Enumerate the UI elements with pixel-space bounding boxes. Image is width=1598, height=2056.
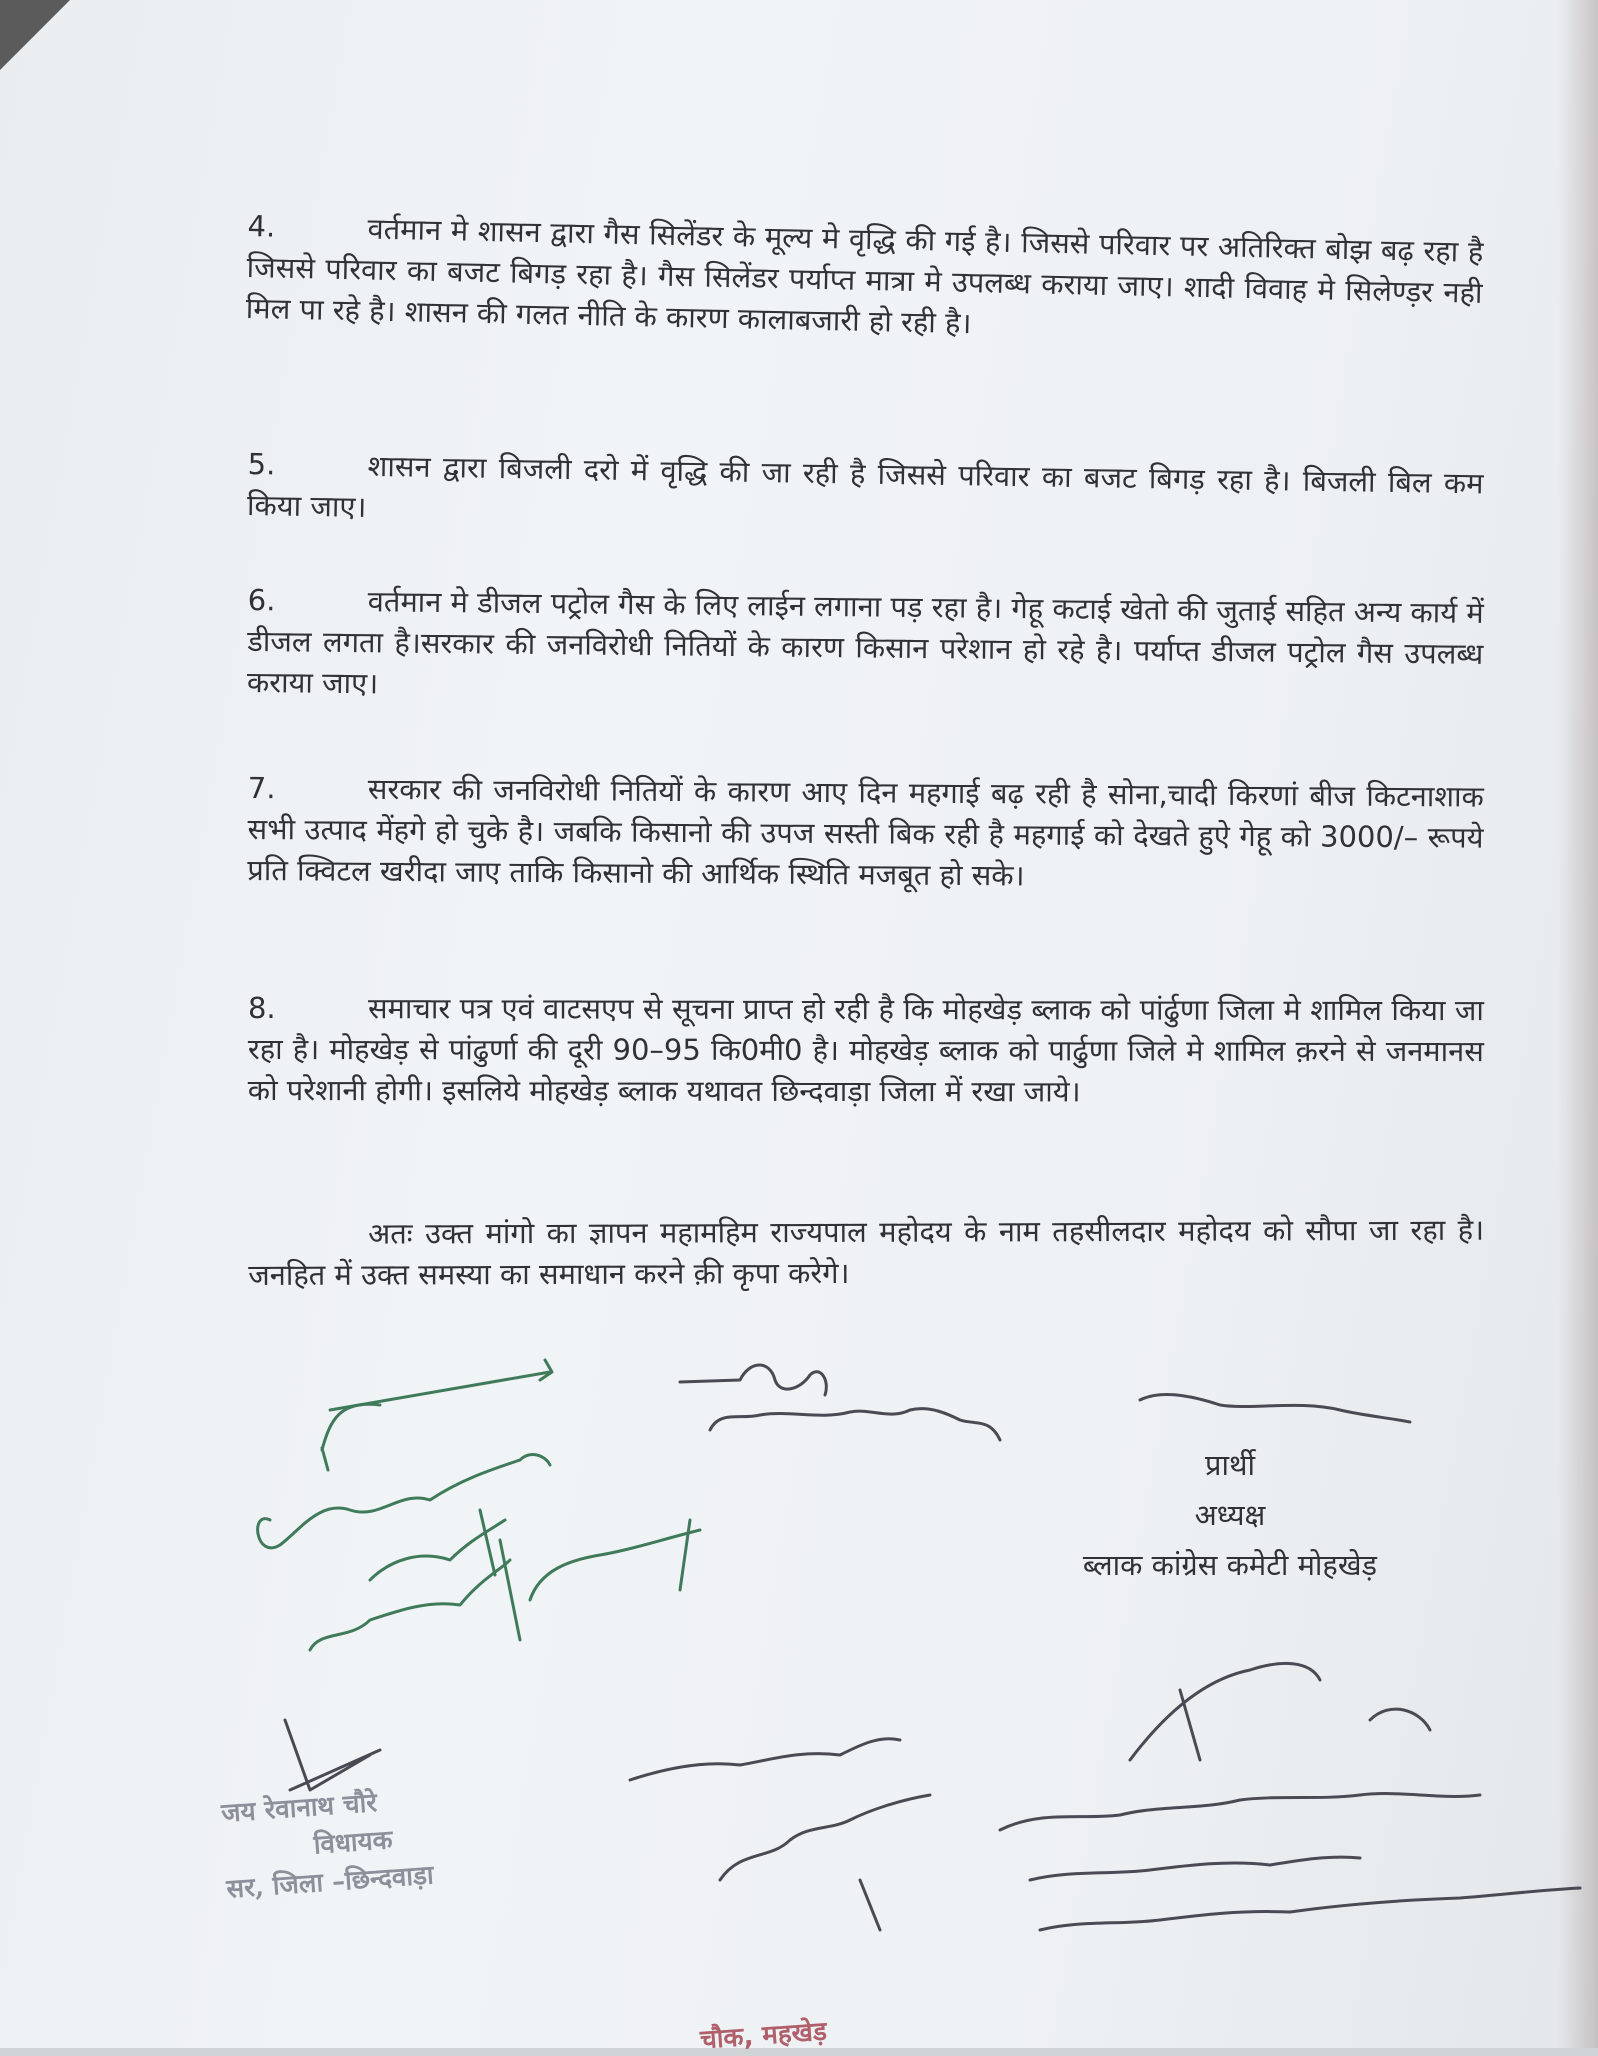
closing-paragraph: अतः उक्त मांगो का ज्ञापन महामहिम राज्यपाल महोदय के नाम तहसीलदार महोदय को सौपा जा रहा है। जनहित में उक्त समस्या का समाधान करने क़ी कृपा करेगे। bbox=[248, 1212, 1485, 1292]
paragraph-text: शासन द्वारा बिजली दरो में वृद्धि की जा रही है जिससे परिवार का बजट बिगड़ रहा है। बिजली बिल कम किया जाए। bbox=[246, 448, 1484, 524]
stamp-location: सर, जिला –छिन्दवाड़ा bbox=[225, 1860, 435, 1905]
stamp-name: जय रेवानाथ चौरे bbox=[220, 1788, 378, 1829]
paragraph-text: वर्तमान मे शासन द्वारा गैस सिलेंडर के मूल्य मे वृद्धि की गई है। जिससे परिवार पर अतिरिक्त बोझ बढ़ रहा है जिससे परिवार का बजट बिगड़ रहा है। गैस सिलेंडर पर्याप्त मात्रा मे उपलब्ध कराया जाए। शादी विवाह मे सिलेण्ड़र नही मिल पा रहे है। शासन की गलत नीति के कारण कालाबजारी हो रही है। bbox=[245, 211, 1484, 341]
signatory-title: प्रार्थी bbox=[1204, 1448, 1256, 1482]
stamp-designation: विधायक bbox=[312, 1825, 394, 1861]
signatory-organisation: ब्लाक कांग्रेस कमेटी मोहखेड़ bbox=[1082, 1548, 1378, 1582]
paragraph-number: 4. bbox=[247, 208, 276, 244]
signature-dark-center bbox=[630, 1365, 1000, 1930]
mla-stamp bbox=[220, 1771, 567, 1908]
paragraph-text: वर्तमान मे डीजल पट्रोल गैस के लिए लाईन लगाना पड़ रहा है। गेहू कटाई खेतो की जुताई सहित अन्य कार्य में डीजल लगता है।सरकार की जनविरोधी नितियों के कारण किसान परेशान हो रहे है। पर्याप्त डीजल पट्रोल गैस उपलब्ध कराया जाए। bbox=[246, 584, 1484, 701]
paragraph-number: 7. bbox=[247, 770, 276, 806]
paragraph-text: सरकार की जनविरोधी नितियों के कारण आए दिन महगाई बढ़ रही है सोना,चादी किरणां बीज किटनाशाक सभी उत्पाद मेंहगे हो चुके है। जबकि किसानो की उपज सस्ती बिक रही है महगाई को देखते हुऐ गेहू को 3000/– रूपये प्रति क्विटल खरीदा जाए ताकि किसानो की आर्थिक स्थिति मजबूत हो सके। bbox=[247, 771, 1484, 893]
paragraph-number: 8. bbox=[247, 991, 276, 1026]
signature-green-left bbox=[258, 1360, 700, 1650]
paragraph-number: 5. bbox=[247, 446, 276, 482]
footer-stamp: चौक, महखेड़ bbox=[699, 2016, 828, 2056]
signature-stamp-mark bbox=[285, 1720, 380, 1790]
signature-dark-right bbox=[1000, 1395, 1580, 1930]
paragraph-number: 6. bbox=[247, 582, 276, 618]
signatory-designation: अध्यक्ष bbox=[1194, 1498, 1266, 1532]
paragraph-text: समाचार पत्र एवं वाटसएप से सूचना प्राप्त हो रही है कि मोहखेड़ ब्लाक को पांर्ढुणा जिला मे शामिल किया जा रहा है। मोहखेड़ से पांढुर्णा की दूरी 90–95 कि0मी0 है। मोहखेड़ ब्लाक को पार्ढुणा जिले मे शामिल क़रने से जनमानस को परेशानी होगी। इसलिये मोहखेड़ ब्लाक यथावत छिन्दवाड़ा जिला में रखा जाये। bbox=[247, 991, 1484, 1109]
